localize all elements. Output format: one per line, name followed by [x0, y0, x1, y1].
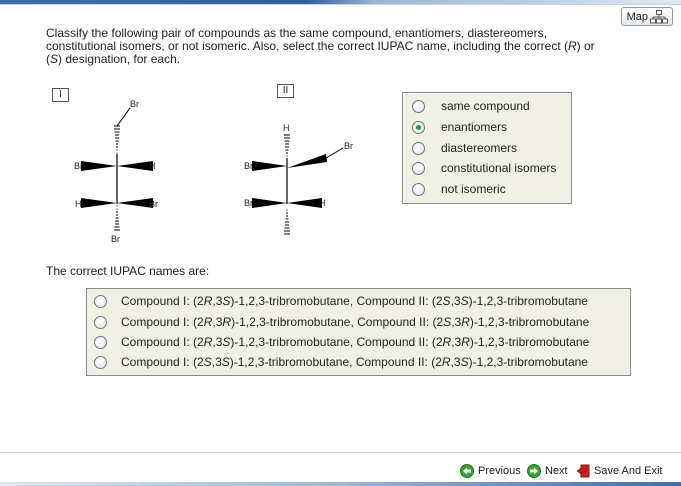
map-label: Map [626, 10, 648, 23]
option-label: diastereomers [441, 141, 518, 155]
prompt-line-2: constitutional isomers, or not isomeric. Also, select the correct IUPAC name, including the correct (R) or [46, 39, 595, 53]
save-and-exit-label: Save And Exit [594, 465, 663, 477]
c2-top-h: H [283, 123, 290, 133]
radio-button[interactable] [94, 336, 107, 349]
option-label: same compound [441, 99, 530, 113]
iupac-option-label: Compound I: (2R,3S)-1,2,3-tribromobutane, Compound II: (2S,3S)-1,2,3-tribromobutane [121, 294, 588, 308]
previous-label: Previous [478, 465, 521, 477]
compound-1-structure [60, 92, 170, 248]
c1-c2-right: H [149, 161, 156, 171]
bottom-divider [0, 452, 681, 453]
option-not-isomeric[interactable] [412, 179, 506, 199]
c1-c3-left: H [75, 199, 82, 209]
sitemap-icon [650, 10, 668, 24]
c2-c3-right: H [319, 198, 326, 208]
c2-branch-br: Br [344, 141, 353, 151]
option-label: enantiomers [441, 120, 508, 134]
prompt-line-3: (S) designation, for each. [46, 52, 181, 66]
next-label: Next [545, 465, 568, 477]
option-enantiomers[interactable] [412, 117, 507, 137]
question-prompt [46, 27, 626, 66]
arrow-right-icon [527, 464, 541, 478]
compound-2-structure [238, 118, 368, 246]
c1-bottom-br: Br [111, 234, 120, 244]
iupac-option-label: Compound I: (2R,3R)-1,2,3-tribromobutane, Compound II: (2S,3R)-1,2,3-tribromobutane [121, 315, 590, 329]
iupac-option-label: Compound I: (2R,3S)-1,2,3-tribromobutane, Compound II: (2R,3R)-1,2,3-tribromobutane [121, 335, 590, 349]
radio-button-selected[interactable] [412, 121, 425, 134]
iupac-option-label: Compound I: (2S,3S)-1,2,3-tribromobutane, Compound II: (2R,3S)-1,2,3-tribromobutane [121, 355, 588, 369]
c2-c2-left: Br [244, 161, 253, 171]
radio-button[interactable] [94, 316, 107, 329]
option-label: not isomeric [441, 182, 506, 196]
c2-c3-left: Br [244, 198, 253, 208]
iupac-option-3[interactable] [94, 332, 589, 352]
option-constitutional-isomers[interactable] [412, 158, 556, 178]
radio-button[interactable] [412, 162, 425, 175]
arrow-left-icon [460, 464, 474, 478]
radio-button[interactable] [94, 356, 107, 369]
iupac-heading: The correct IUPAC names are: [46, 264, 210, 278]
iupac-option-4[interactable] [94, 352, 588, 372]
radio-button[interactable] [412, 100, 425, 113]
option-diastereomers[interactable] [412, 138, 517, 158]
c1-bottom-hashed-bond [114, 206, 120, 230]
c1-top-hashed-bond [114, 126, 120, 153]
radio-button[interactable] [94, 295, 107, 308]
radio-button[interactable] [412, 142, 425, 155]
compound-1-label: I [52, 88, 69, 102]
radio-button[interactable] [412, 183, 425, 196]
c1-top-br: Br [130, 99, 139, 109]
compound-2-label: II [277, 84, 294, 98]
bottom-accent-bar [0, 482, 681, 486]
previous-button[interactable] [460, 462, 521, 480]
map-button[interactable] [621, 7, 673, 26]
iupac-choices [86, 288, 631, 376]
save-and-exit-button[interactable] [576, 462, 663, 480]
exit-door-icon [576, 464, 590, 478]
iupac-option-2[interactable] [94, 312, 589, 332]
c2-bottom-hashed-bond [284, 210, 290, 234]
top-divider [0, 4, 681, 5]
iupac-option-1[interactable] [94, 291, 588, 311]
classification-choices [402, 92, 572, 204]
option-same-compound[interactable] [412, 96, 530, 116]
c1-c2-left: Br [74, 161, 83, 171]
c1-c3-right: Br [149, 199, 158, 209]
c2-top-hashed-bond [284, 135, 290, 156]
next-button[interactable] [527, 462, 568, 480]
option-label: constitutional isomers [441, 161, 557, 175]
prompt-line-1: Classify the following pair of compounds as the same compound, enantiomers, diastereomers, [46, 26, 547, 40]
